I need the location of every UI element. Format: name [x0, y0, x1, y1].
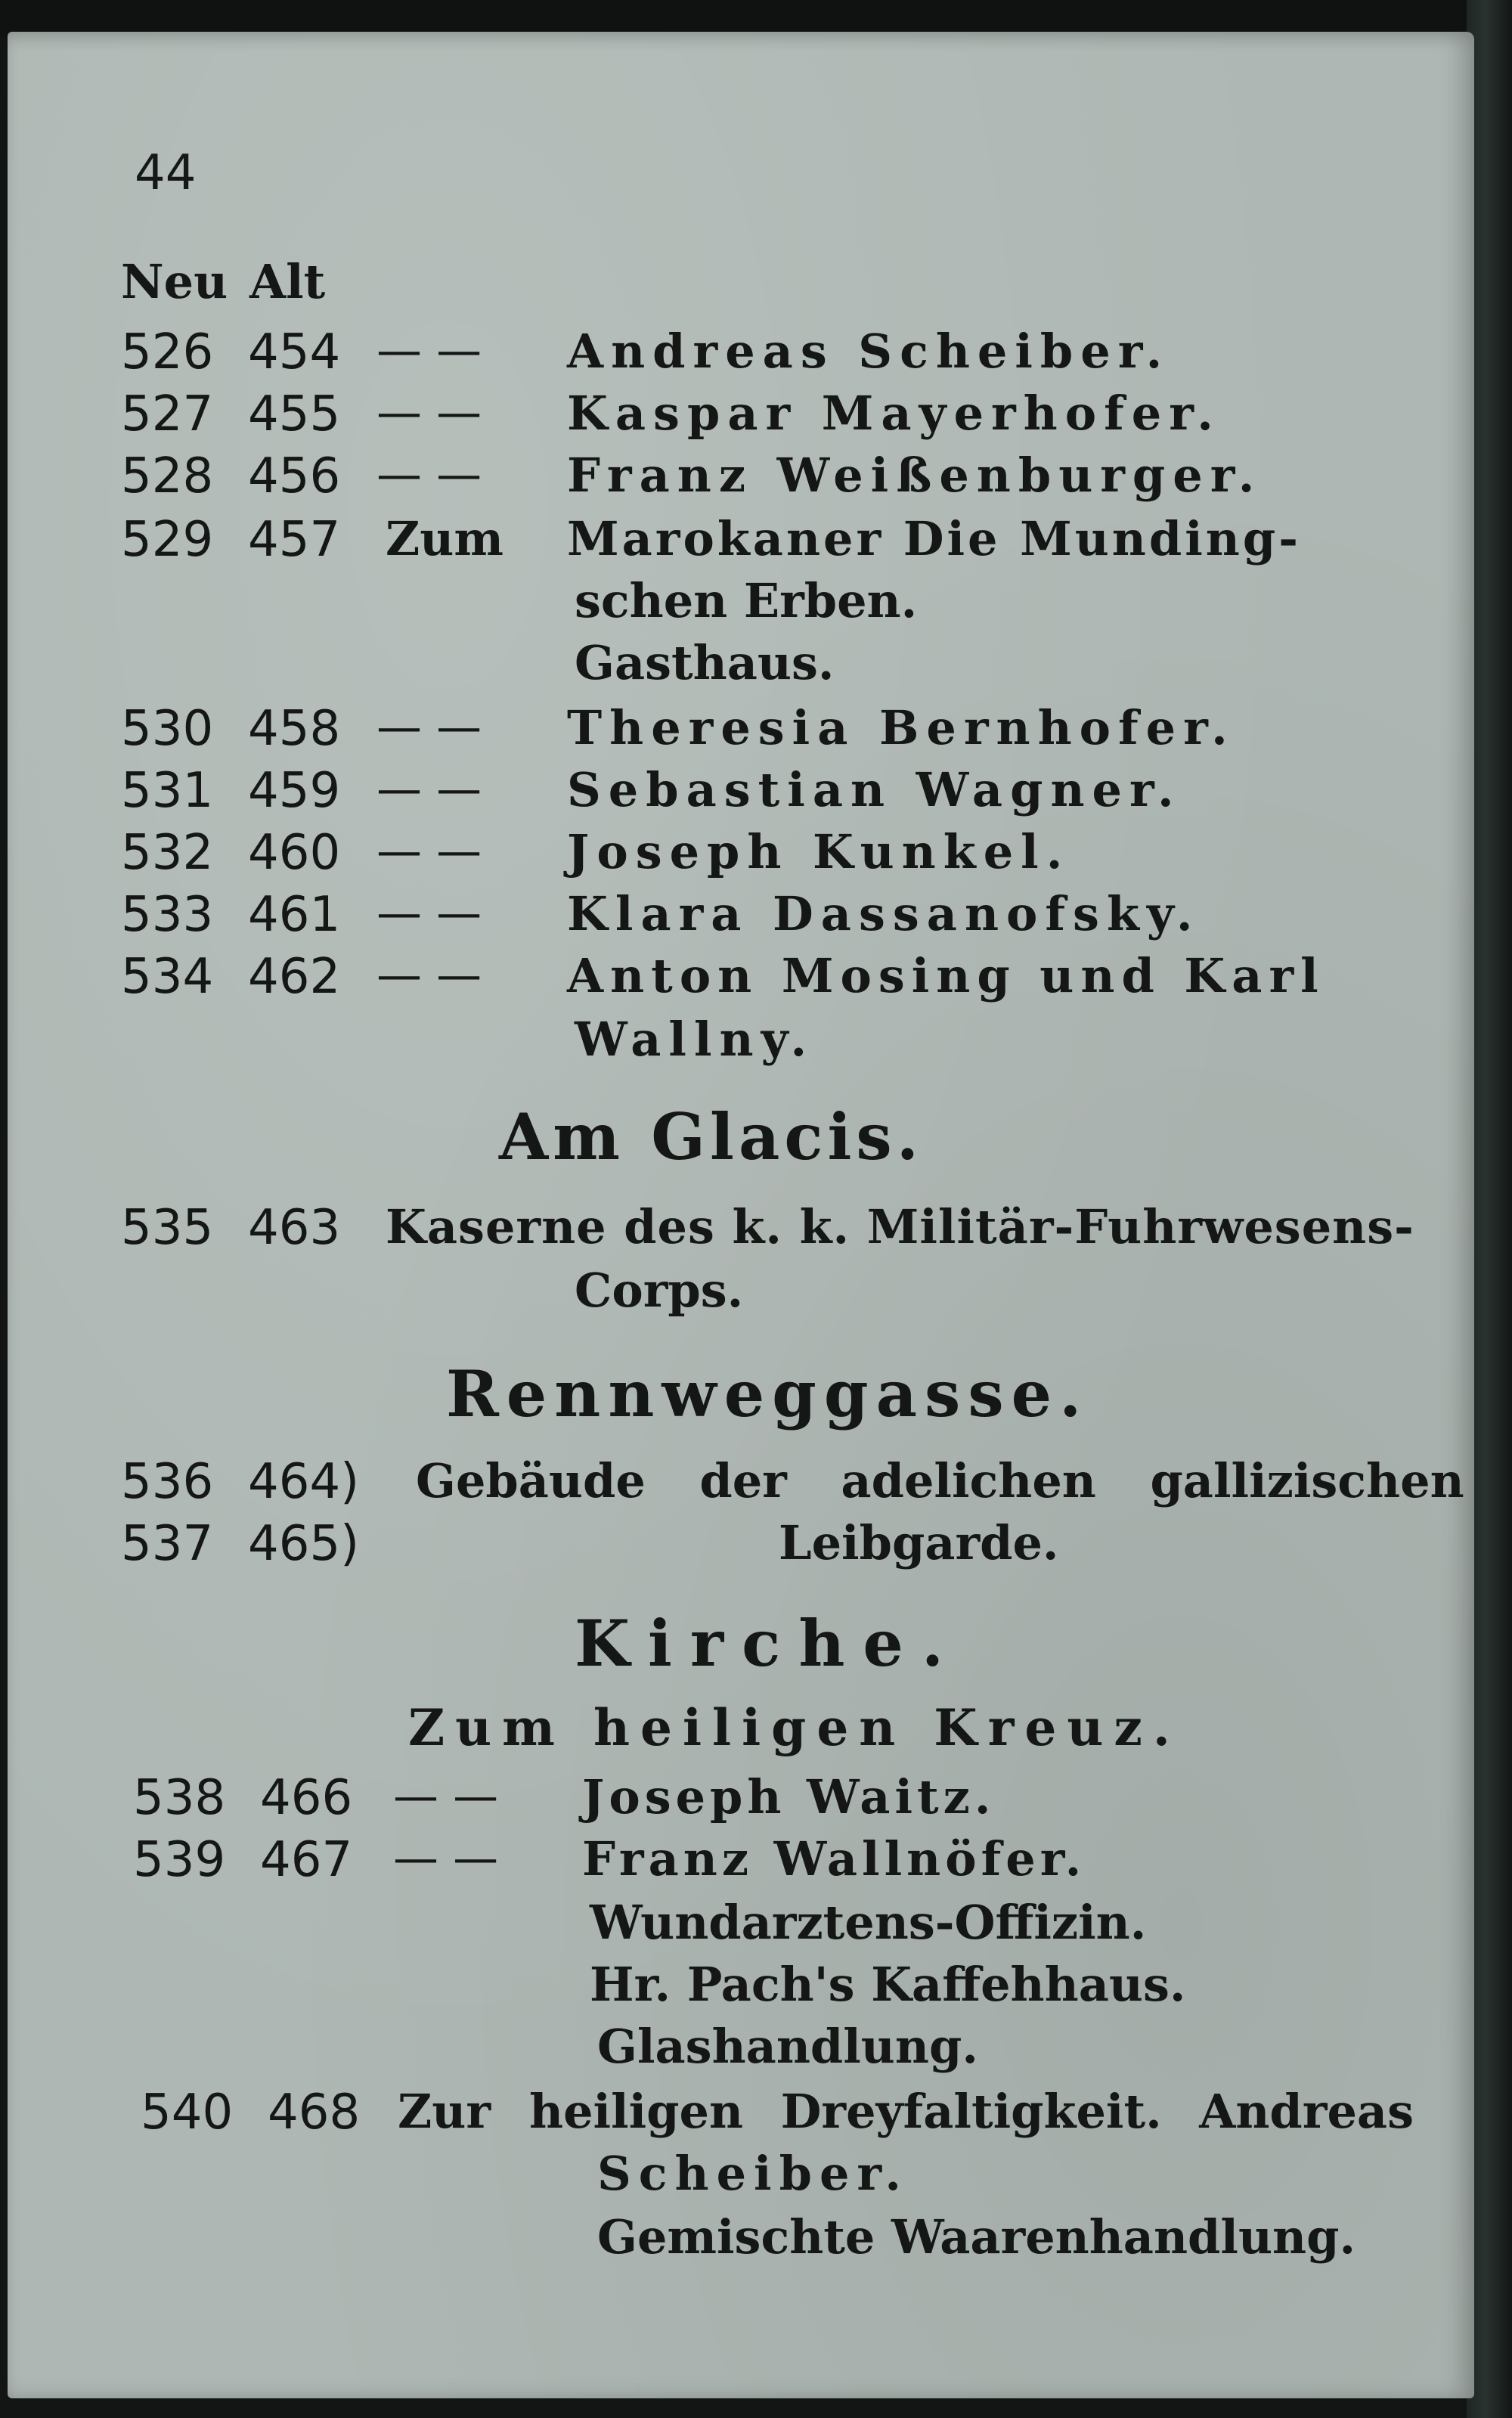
neu-number: 527: [121, 386, 214, 442]
building-description-continued: Corps.: [575, 1263, 744, 1318]
alt-number: 460: [248, 825, 341, 881]
neu-number: 540: [141, 2085, 234, 2141]
sign-name-and-owner: heiligen Dreyfaltigkeit. Andreas: [529, 2084, 1414, 2139]
church-subtitle: Zum heiligen Kreuz.: [408, 1698, 1181, 1757]
dash-mark: — —: [393, 1832, 499, 1885]
dash-mark: — —: [376, 324, 482, 377]
building-description: Gebäude der adelichen gallizischen: [416, 1453, 1464, 1508]
alt-number: 456: [248, 448, 341, 504]
section-heading-rennweggasse: Rennweggasse.: [446, 1356, 1089, 1431]
dash-mark: — —: [376, 825, 482, 878]
owner-name: Marokaner Die Munding-: [567, 511, 1301, 566]
section-heading-kirche: Kirche.: [575, 1606, 962, 1681]
dash-mark: — —: [376, 448, 482, 501]
owner-name: Franz Weißenburger.: [567, 448, 1263, 503]
neu-number: 526: [121, 324, 214, 380]
alt-number: 461: [248, 887, 341, 943]
owner-name: Joseph Waitz.: [582, 1769, 996, 1824]
business-type: Gasthaus.: [575, 635, 835, 690]
alt-number: 465): [248, 1516, 360, 1572]
page-number: 44: [135, 145, 197, 201]
alt-number: 466: [260, 1770, 353, 1826]
neu-number: 528: [121, 448, 214, 504]
alt-number: 462: [248, 949, 341, 1005]
header-alt: Alt: [249, 254, 326, 309]
business-type: Hr. Pach's Kaffehhaus.: [590, 1957, 1186, 2012]
business-type: Glashandlung.: [597, 2019, 978, 2074]
business-type: Gemischte Waarenhandlung.: [597, 2209, 1356, 2265]
dash-mark: — —: [393, 1770, 499, 1823]
neu-number: 529: [121, 512, 214, 568]
owner-name: Sebastian Wagner.: [567, 762, 1182, 817]
alt-number: 455: [248, 386, 341, 442]
owner-name-continued: Wallny.: [575, 1012, 815, 1067]
neu-number: 538: [133, 1770, 226, 1826]
dash-mark: — —: [376, 386, 482, 439]
top-edge: [0, 0, 1512, 36]
owner-name: Andreas Scheiber.: [567, 324, 1170, 379]
alt-number: 463: [248, 1200, 341, 1256]
sign-prefix: Zum: [386, 511, 503, 566]
neu-number: 536: [121, 1454, 214, 1510]
alt-number: 464): [248, 1454, 360, 1510]
neu-number: 530: [121, 701, 214, 757]
section-heading-glacis: Am Glacis.: [499, 1099, 923, 1174]
alt-number: 454: [248, 324, 341, 380]
page-sheet: [8, 32, 1474, 2398]
owner-name-continued: schen Erben.: [575, 573, 918, 628]
owner-name: Theresia Bernhofer.: [567, 700, 1235, 755]
neu-number: 537: [121, 1516, 214, 1572]
owner-name: Anton Mosing und Karl: [567, 948, 1325, 1003]
neu-number: 539: [133, 1832, 226, 1888]
sign-prefix: Zur: [398, 2084, 491, 2139]
header-neu: Neu: [121, 254, 228, 309]
owner-name: Kaspar Mayerhofer.: [567, 386, 1221, 441]
alt-number: 468: [268, 2085, 361, 2141]
building-description-continued: Leibgarde.: [779, 1515, 1059, 1570]
business-type: Wundarztens-Offizin.: [590, 1895, 1147, 1950]
owner-name: Joseph Kunkel.: [567, 824, 1070, 879]
dash-mark: — —: [376, 701, 482, 754]
dash-mark: — —: [376, 887, 482, 940]
owner-name: Franz Wallnöfer.: [582, 1831, 1086, 1886]
dash-mark: — —: [376, 763, 482, 816]
dash-mark: — —: [376, 949, 482, 1002]
alt-number: 459: [248, 763, 341, 819]
neu-number: 535: [121, 1200, 214, 1256]
neu-number: 531: [121, 763, 214, 819]
building-description: Kaserne des k. k. Militär-Fuhrwesens-: [386, 1199, 1414, 1254]
owner-name: Klara Dassanofsky.: [567, 886, 1201, 941]
alt-number: 458: [248, 701, 341, 757]
neu-number: 532: [121, 825, 214, 881]
owner-name-continued: Scheiber.: [597, 2146, 909, 2201]
alt-number: 467: [260, 1832, 353, 1888]
neu-number: 533: [121, 887, 214, 943]
neu-number: 534: [121, 949, 214, 1005]
alt-number: 457: [248, 512, 341, 568]
